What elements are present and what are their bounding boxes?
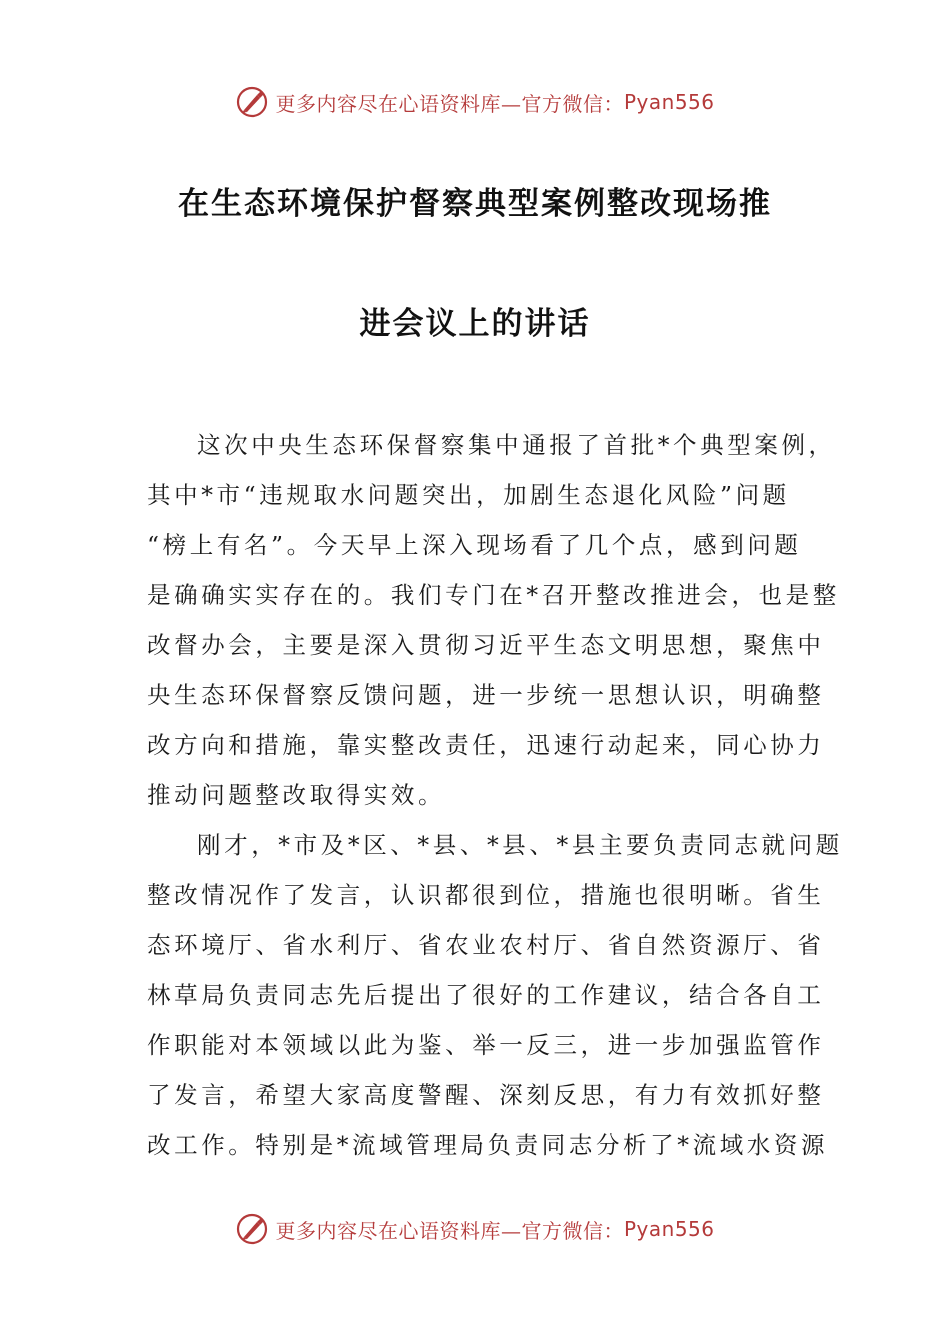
wechat-id: Pyan556 [623,1217,715,1241]
pen-seal-icon [235,85,269,119]
paragraph-line: 改工作。特别是*流域管理局负责同志分析了*流域水资源 [147,1131,829,1159]
document-title-line-1: 在生态环境保护督察典型案例整改现场推 [178,186,772,222]
watermark-text: 更多内容尽在心语资料库—官方微信： [275,91,624,116]
document-title-line-2: 进会议上的讲话 [359,306,591,342]
paragraph-line: 央生态环保督察反馈问题，进一步统一思想认识，明确整 [147,681,825,709]
paragraph-line: 是确确实实存在的。我们专门在*召开整改推进会，也是整 [147,581,840,609]
paragraph-line: “榜上有名”。今天早上深入现场看了几个点，感到问题 [147,531,802,559]
paragraph-line: 推动问题整改取得实效。 [147,781,446,809]
watermark-text: 更多内容尽在心语资料库—官方微信： [275,1218,624,1243]
paragraph-2 [147,820,843,1170]
pen-seal-icon [235,1212,269,1246]
watermark-banner-bottom [0,1209,950,1249]
paragraph-line: 刚才，*市及*区、*县、*县、*县主要负责同志就问题 [197,831,843,859]
paragraph-line: 这次中央生态环保督察集中通报了首批*个典型案例， [197,431,836,459]
paragraph-line: 改方向和措施，靠实整改责任，迅速行动起来，同心协力 [147,731,825,759]
paragraph-1 [147,420,840,820]
paragraph-line: 其中*市“违规取水问题突出，加剧生态退化风险”问题 [147,481,790,509]
paragraph-line: 态环境厅、省水利厅、省农业农村厅、省自然资源厅、省 [147,931,825,959]
wechat-id: Pyan556 [623,90,715,114]
paragraph-line: 整改情况作了发言，认识都很到位，措施也很明晰。省生 [147,881,825,909]
paragraph-line: 改督办会，主要是深入贯彻习近平生态文明思想，聚焦中 [147,631,825,659]
paragraph-line: 了发言，希望大家高度警醒、深刻反思，有力有效抓好整 [147,1081,825,1109]
paragraph-line: 林草局负责同志先后提出了很好的工作建议，结合各自工 [147,981,825,1009]
watermark-banner-top [0,82,950,122]
paragraph-line: 作职能对本领域以此为鉴、举一反三，进一步加强监管作 [147,1031,825,1059]
